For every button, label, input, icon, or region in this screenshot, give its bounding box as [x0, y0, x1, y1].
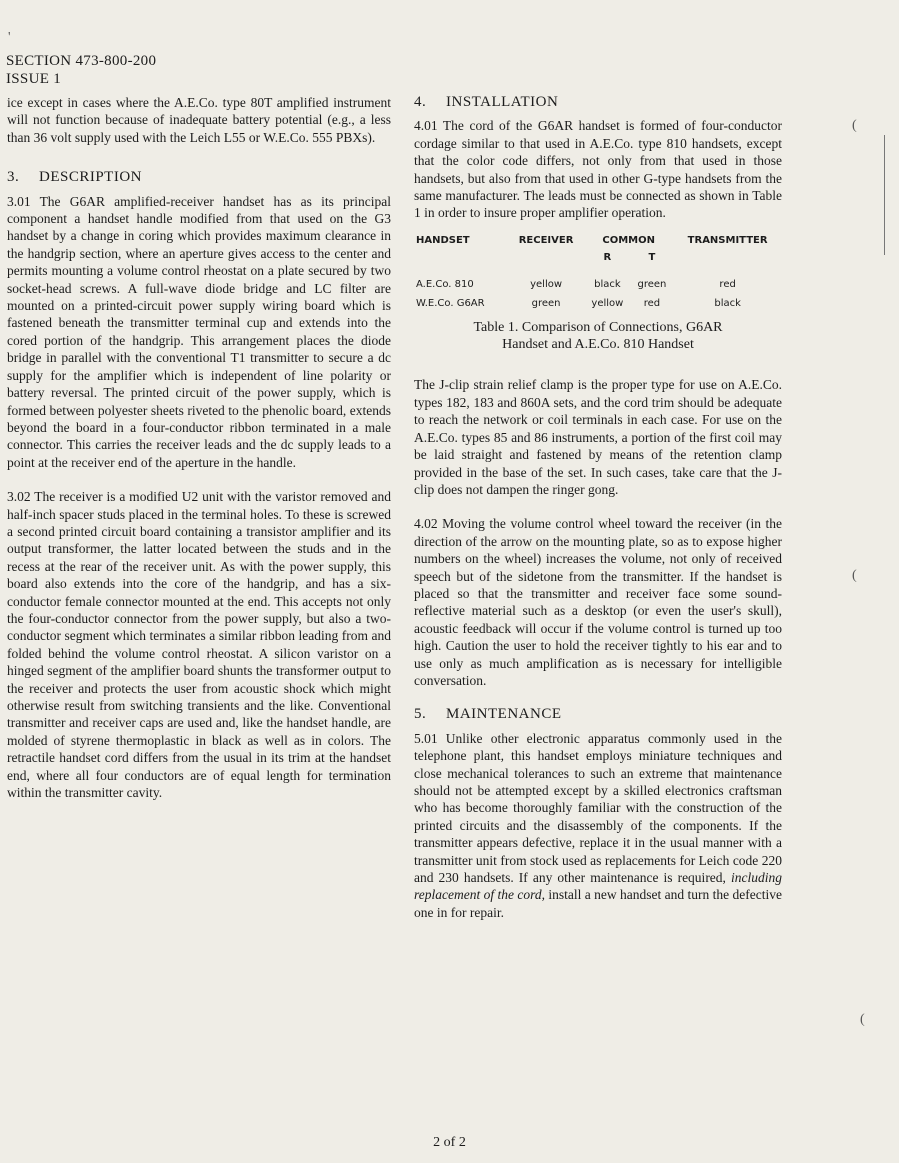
table-row: [414, 294, 782, 313]
heading-number: 3.: [7, 169, 20, 186]
right-column: [414, 94, 782, 921]
table-cell: black: [594, 278, 621, 290]
section-number: SECTION 473-800-200: [6, 53, 157, 69]
table-cell: green: [531, 298, 561, 310]
table-cell: black: [714, 298, 741, 310]
heading-title: INSTALLATION: [446, 94, 559, 110]
table-subheader-row: [414, 249, 782, 266]
table-header: RECEIVER: [518, 234, 574, 246]
paragraph-text: install a new handset and turn the defective one in for repair.: [414, 887, 782, 920]
table-cell: W.E.Co. G6AR: [416, 298, 485, 310]
table-subheader: T: [648, 252, 656, 264]
heading-installation: [414, 94, 782, 111]
issue-number: ISSUE 1: [6, 71, 62, 87]
table-cell: yellow: [591, 298, 624, 310]
binder-hole-mark: (: [852, 118, 857, 133]
paragraph-text: 5.01 Unlike other electronic apparatus commonly used in the telephone plant, this handset employs miniature techniques and close mechanical tolerances to such an extreme that maintenance should not be attempted except by a skilled electronics craftsman who has become thoroughly familiar with the construction of the printed circuits and the disassembly of the components. If the transmitter appears defective, replace it in the usual manner with a transmitter unit from stock used as replacements for Leich code 220 and 230 handsets. If any other maintenance is required,: [414, 730, 782, 886]
paragraph-3-01: 3.01 The G6AR amplified-receiver handset has as its principal component a handset handle modified from that used on the G3 handset by a change in coring which provides maximum clearance in the handgrip section, where an aperture gives access to the center and permits mounting a volume control rheostat on a plate secured by two socket-head screws. A full-wave diode bridge and LC filter are mounted on a printed-circuit power supply wiring board which is fastened beneath the transmitter terminal cup and extends into the cored portion of the handgrip. This arrangement places the diode bridge in parallel with the conventional T1 transmitter to secure a dc supply for the amplifier which is independent of line polarity or battery reversal. The printed circuit of the power supply, which is formed between polyester sheets riveted to the phenolic board, extends beyond the board in a four-conductor ribbon terminated in a male connector. This carries the receiver leads and the dc supply leads to a point at the receiver end of the aperture in the handle.: [7, 193, 391, 470]
left-column: [7, 94, 391, 801]
paragraph-continuation: ice except in cases where the A.E.Co. type 80T amplified instrument will not function because of inadequate battery potential (e.g., a less than 36 volt supply used with the Leich L55 or W.E.Co. 555 PBXs).: [7, 95, 391, 145]
caption-line: Handset and A.E.Co. 810 Handset: [502, 337, 694, 353]
heading-maintenance: [414, 706, 782, 723]
table-row: [414, 275, 782, 294]
table-header: COMMON: [602, 234, 655, 246]
paragraph-4-02: 4.02 Moving the volume control wheel toward the receiver (in the direction of the arrow on the mounting plate, so as to expose higher numbers on the wheel) increases the volume, not only of received speech but of the sidetone from the transmitter. If the handset is placed so that the transmitter and receiver face some sound-reflective material such as a desktop (or even the user's skull), acoustic feedback will occur if the volume control is turned up too high. Caution the user to hold the receiver tightly to his ear and to use only as much amplification as is necessary for intelligible conversation.: [414, 516, 782, 688]
table-cell: red: [719, 278, 736, 290]
paragraph-5-01: [414, 730, 782, 921]
binder-hole-mark: (: [852, 568, 857, 583]
connections-table: [414, 232, 782, 314]
paragraph-4-01: 4.01 The cord of the G6AR handset is formed of four-conductor cordage similar to that used in A.E.Co. type 810 handsets, except that the color code differs, not only from that used in those handsets, but also from that used in other G-type handsets from the same manufacturer. The leads must be connected as shown in Table 1 in order to insure proper amplifier operation.: [414, 118, 782, 221]
table-caption: [414, 319, 782, 353]
caption-line: Table 1. Comparison of Connections, G6AR: [473, 320, 723, 336]
top-tick-mark: ': [8, 30, 11, 45]
document-header: [6, 52, 156, 88]
emphasis-text: including replacement of the cord,: [414, 870, 782, 903]
table-header: TRANSMITTER: [687, 234, 768, 246]
table-header: HANDSET: [416, 234, 470, 246]
table-cell: red: [643, 298, 661, 310]
heading-description: [7, 169, 391, 186]
table-subheader: R: [603, 252, 612, 264]
heading-number: 4.: [414, 94, 427, 110]
table-cell: A.E.Co. 810: [416, 278, 474, 290]
margin-rule: [884, 135, 885, 255]
paragraph-3-02: 3.02 The receiver is a modified U2 unit with the varistor removed and half-inch spacer studs placed in the terminal holes. To these is screwed a second printed circuit board containing a transistor amplifier and its output transformer, the latter located between the studs and in the recess at the rear of the receiver unit. As with the power supply, this board also extends into the core of the handgrip, and has a six-conductor female connector mounted at the end. This accepts not only the four-conductor connector from the power supply, but also a two-conductor segment which terminates a similar ribbon leading from and folded behind the volume control rheostat. A silicon varistor on a hinged segment of the amplifier board shunts the transformer output to the receiver and protects the user from acoustic shock which might otherwise result from switching transients and the like. Conventional transmitter and receiver caps are used and, like the handset handle, are molded of styrene thermoplastic in black as well as in colors. The retractile handset cord differs from the usual in its trim at the handset end, where all four conductors are of equal length for termination within the transmitter cavity.: [7, 489, 391, 801]
table-cell: yellow: [530, 278, 563, 290]
heading-title: DESCRIPTION: [39, 169, 143, 186]
heading-number: 5.: [414, 706, 427, 723]
paragraph-j-clip: The J-clip strain relief clamp is the proper type for use on A.E.Co. types 182, 183 and 860A sets, and the cord trim should be adequate to reach the network or coil terminals in each case. For use on the A.E.Co. types 85 and 86 instruments, a portion of the first coil may be laid straight and fastened by means of the retention clamp provided in the base of the set. In such cases, take care that the J-clip does not dampen the ringer gong.: [414, 377, 782, 497]
table-cell: green: [637, 278, 667, 290]
heading-title: MAINTENANCE: [446, 706, 562, 723]
binder-hole-mark: (: [860, 1012, 865, 1027]
page-number: 2 of 2: [433, 1135, 466, 1150]
table-header-row: [414, 232, 782, 249]
